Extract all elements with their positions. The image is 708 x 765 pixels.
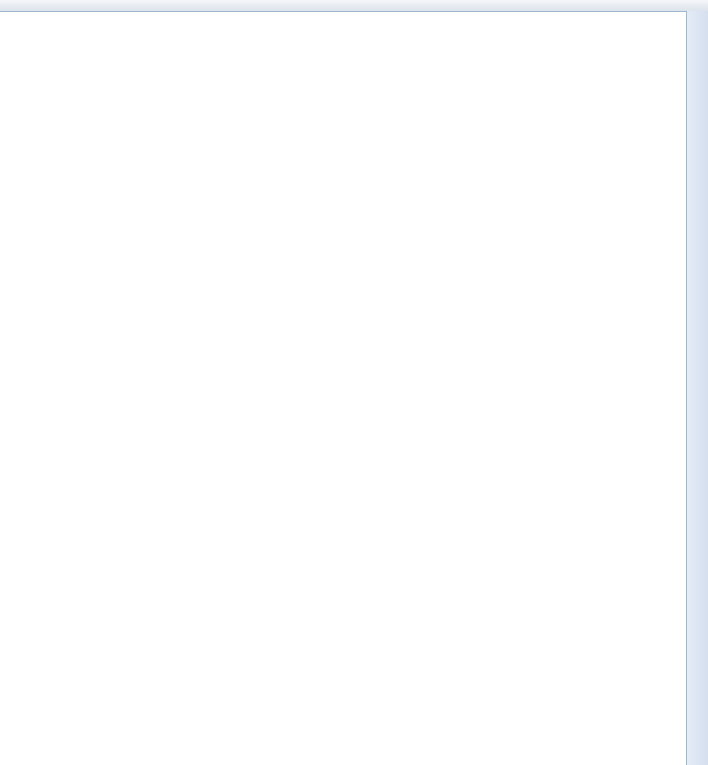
row-headers <box>686 11 708 765</box>
column-header-a[interactable] <box>343 0 687 12</box>
column-header-b[interactable] <box>0 0 344 12</box>
